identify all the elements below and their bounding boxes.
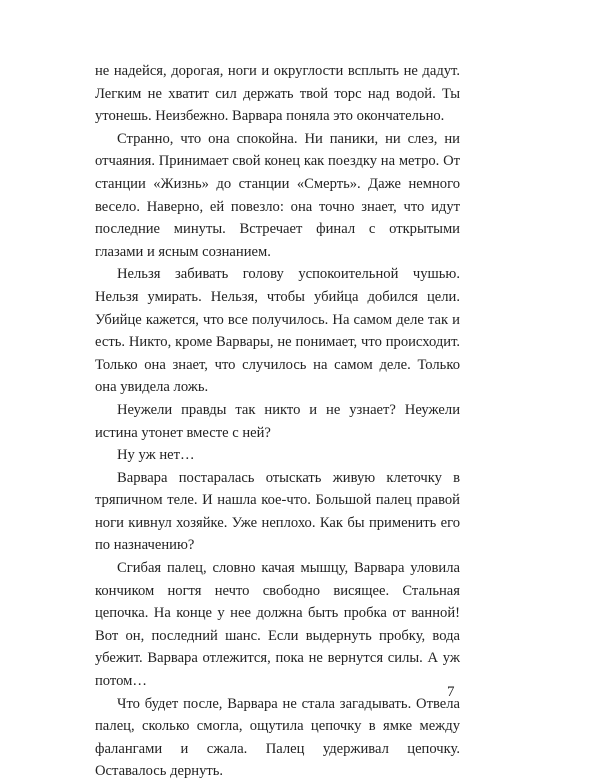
paragraph-3: Нельзя забивать голову успокоительной чушью. Нельзя умирать. Нельзя, чтобы убийца добился цели. Убийце кажется, что все получилось. На самом деле так и есть. Никто, кроме Варвары, не понимает, что происходит. Только она знает, что случилось на самом деле. Только она увидела ложь. <box>95 266 460 396</box>
paragraph-6: Варвара постаралась отыскать живую клеточку в тряпичном теле. И нашла кое-что. Большой палец правой ноги кивнул хозяйке. Уже неплохо. Как бы применить его по назначению? <box>95 469 460 554</box>
paragraph-4: Неужели правды так никто и не узнает? Неужели истина утонет вместе с ней? <box>95 401 460 441</box>
paragraph-1: не надейся, дорогая, ноги и округлости всплыть не дадут. Легким не хватит сил держать твой торс над водой. Ты утонешь. Неизбежно. Варвара поняла это окончательно. <box>95 63 460 125</box>
paragraph-7: Сгибая палец, словно качая мышцу, Варвара уловила кончиком ногтя нечто свободно висящее. Стальная цепочка. На конце у нее должна быть пробка от ванной! Вот он, последний шанс. Если выдернуть пробку, вода убежит. Варвара отлежится, пока не вернутся силы. А уж потом… <box>95 560 460 690</box>
paragraph-8: Что будет после, Варвара не стала загадывать. Отвела палец, сколько смогла, ощутила цепочку в ямке между фалангами и сжала. Палец удерживал цепочку. Оставалось дернуть. <box>95 695 460 780</box>
page-number: 7 <box>447 684 455 700</box>
paragraph-2: Странно, что она спокойна. Ни паники, ни слез, ни отчаяния. Принимает свой конец как поездку на метро. От станции «Жизнь» до станции «Смерть». Даже немного весело. Наверно, ей повезло: она точно знает, что идут последние минуты. Встречает финал с открытыми глазами и ясным сознанием. <box>95 130 460 260</box>
paragraph-5: Ну уж нет… <box>117 447 195 464</box>
body-text <box>95 60 460 783</box>
